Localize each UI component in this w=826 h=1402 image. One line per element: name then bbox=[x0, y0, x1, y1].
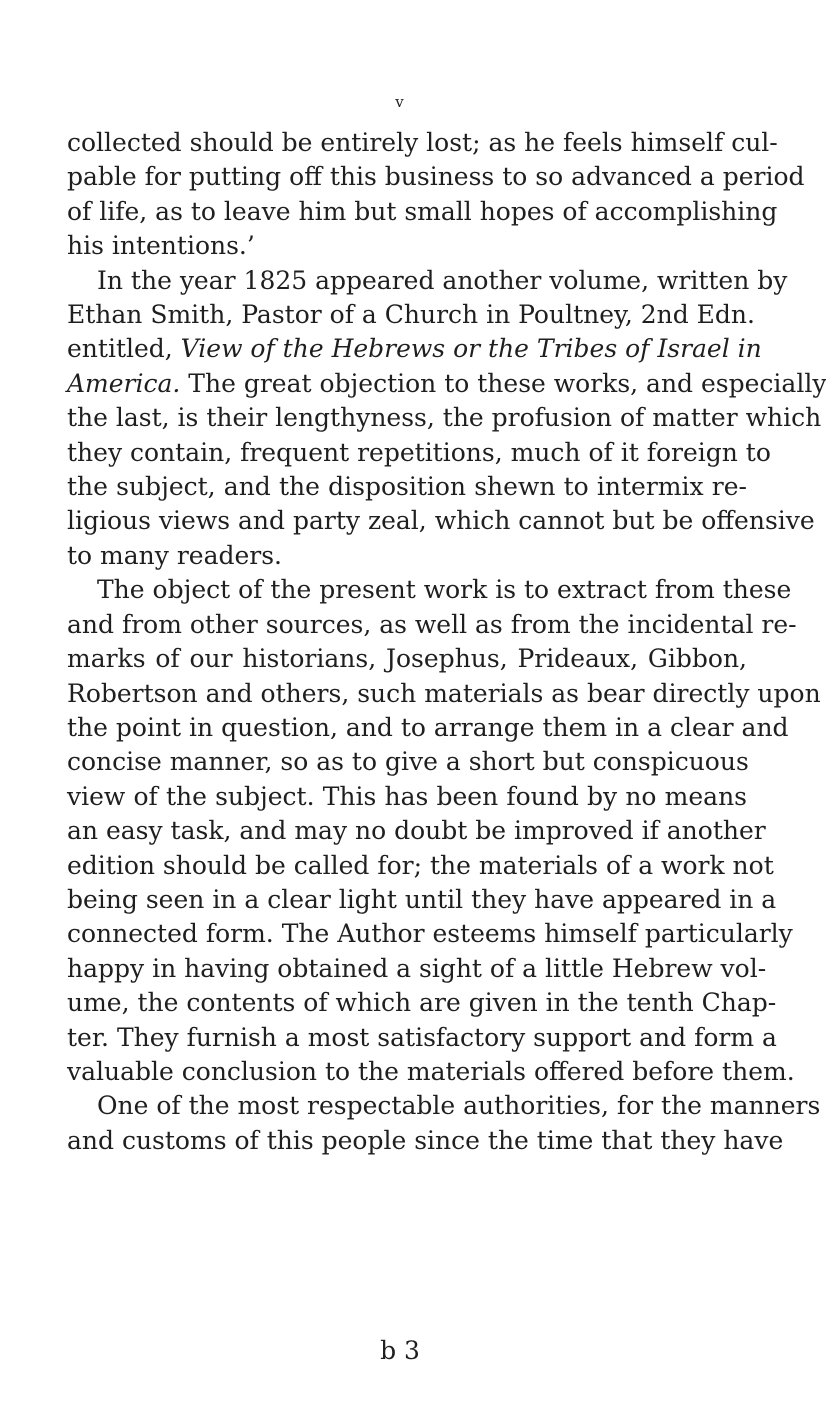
book-title-italic: View of the Hebrews or the Tribes of Israel in bbox=[180, 334, 762, 364]
book-title-italic: America. bbox=[67, 368, 181, 398]
text-line: ligious views and party zeal, which cannot but be offensive bbox=[67, 506, 815, 536]
text-line: connected form. The Author esteems himself particularly bbox=[67, 919, 793, 949]
text-line: Robertson and others, such materials as bear directly upon bbox=[67, 678, 821, 708]
text-fragment: entitled, bbox=[67, 334, 181, 364]
text-line: pable for putting off this business to so advanced a period bbox=[67, 162, 805, 192]
text-line: the last, is their lengthyness, the profusion of matter which bbox=[67, 403, 822, 433]
text-line: concise manner, so as to give a short but conspicuous bbox=[67, 747, 749, 777]
text-line: and from other sources, as well as from the incidental re- bbox=[67, 609, 797, 639]
text-line: ter. They furnish a most satisfactory support and form a bbox=[67, 1022, 777, 1052]
text-line: the point in question, and to arrange them in a clear and bbox=[67, 712, 789, 742]
text-line: ume, the contents of which are given in the tenth Chap- bbox=[67, 988, 777, 1018]
text-line: of life, as to leave him but small hopes of accomplishing bbox=[67, 196, 778, 226]
text-line: valuable conclusion to the materials offered before them. bbox=[67, 1056, 795, 1086]
signature-mark: b 3 bbox=[380, 1336, 420, 1365]
paragraph-start-line: In the year 1825 appeared another volume, written by bbox=[97, 265, 788, 295]
text-line-with-title bbox=[67, 332, 762, 366]
text-line: an easy task, and may no doubt be improved if another bbox=[67, 816, 766, 846]
text-line: Ethan Smith, Pastor of a Church in Poultney, 2nd Edn. bbox=[67, 300, 755, 330]
text-line: the subject, and the disposition shewn to intermix re- bbox=[67, 472, 747, 502]
text-line: view of the subject. This has been found by no means bbox=[67, 781, 747, 811]
text-line: being seen in a clear light until they have appeared in a bbox=[67, 884, 777, 914]
text-line: and customs of this people since the time that they have bbox=[67, 1125, 784, 1155]
text-line: collected should be entirely lost; as he feels himself cul- bbox=[67, 128, 778, 157]
text-line: his intentions.’ bbox=[67, 231, 255, 261]
paragraph-start-line: The object of the present work is to extract from these bbox=[97, 575, 792, 605]
text-line: edition should be called for; the materials of a work not bbox=[67, 850, 774, 880]
body-text bbox=[67, 126, 826, 1158]
text-line: marks of our historians, Josephus, Prideaux, Gibbon, bbox=[67, 644, 747, 674]
text-line-with-title bbox=[67, 367, 826, 401]
page-number: v bbox=[395, 93, 405, 111]
paragraph-start-line: One of the most respectable authorities, for the manners bbox=[97, 1091, 821, 1121]
text-line: to many readers. bbox=[67, 540, 283, 570]
text-fragment: The great objection to these works, and especially bbox=[180, 368, 826, 398]
text-line: happy in having obtained a sight of a little Hebrew vol- bbox=[67, 953, 767, 983]
text-line: they contain, frequent repetitions, much of it foreign to bbox=[67, 437, 771, 467]
